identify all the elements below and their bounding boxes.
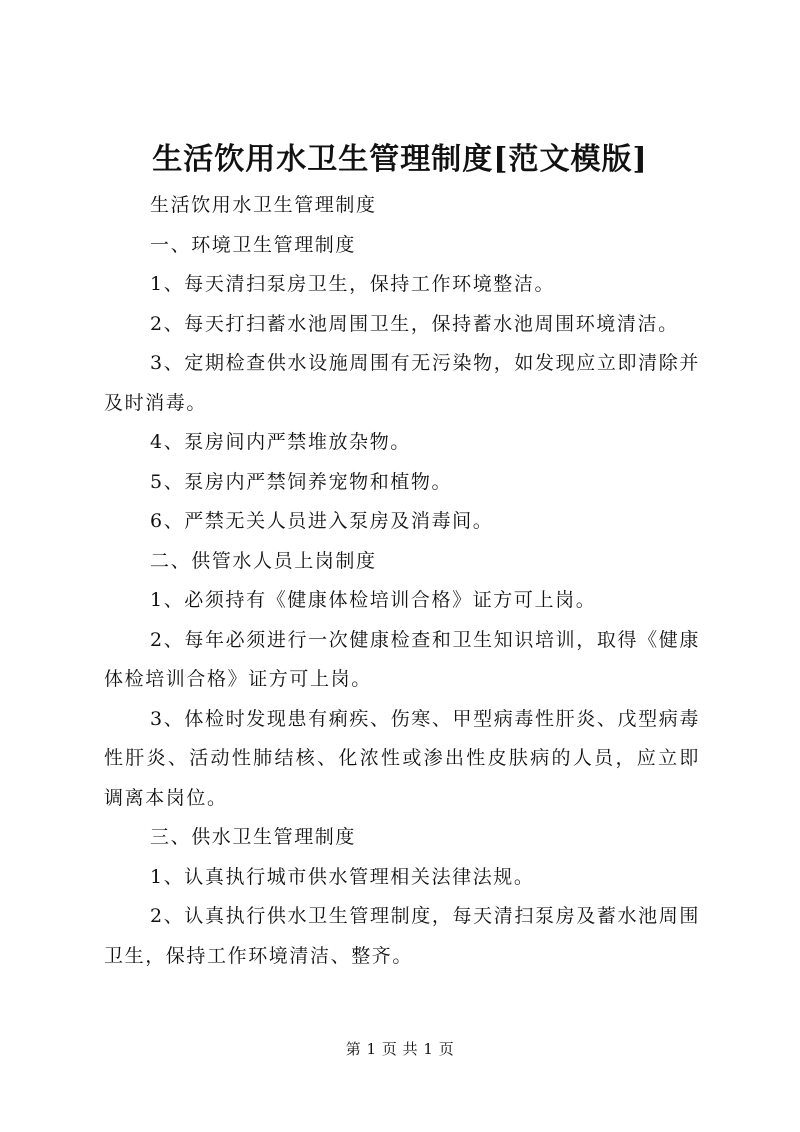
paragraph: 2、每年必须进行一次健康检查和卫生知识培训，取得《健康体检培训合格》证方可上岗。 <box>104 628 700 690</box>
paragraph: 3、体检时发现患有痢疾、伤寒、甲型病毒性肝炎、戊型病毒性肝炎、活动性肺结核、化浓性或渗出性皮肤病的人员，应立即调离本岗位。 <box>104 707 700 809</box>
section-heading-3: 三、供水卫生管理制度 <box>150 826 357 848</box>
document-body <box>104 186 700 976</box>
paragraph: 1、必须持有《健康体检培训合格》证方可上岗。 <box>150 589 597 611</box>
paragraph: 4、泵房间内严禁堆放杂物。 <box>150 431 411 453</box>
paragraph: 2、认真执行供水卫生管理制度，每天清扫泵房及蓄水池周围卫生，保持工作环境清洁、整齐。 <box>104 905 700 967</box>
paragraph: 1、每天清扫泵房卫生，保持工作环境整洁。 <box>150 273 556 295</box>
section-heading-1: 一、环境卫生管理制度 <box>150 233 357 256</box>
paragraph: 1、认真执行城市供水管理相关法律法规。 <box>150 865 535 888</box>
paragraph: 3、定期检查供水设施周围有无污染物，如发现应立即清除并及时消毒。 <box>104 352 700 414</box>
section-heading-2: 二、供管水人员上岗制度 <box>150 549 377 572</box>
paragraph: 2、每天打扫蓄水池周围卫生，保持蓄水池周围环境清洁。 <box>150 312 679 335</box>
page-footer: 第 1 页 共 1 页 <box>345 1040 455 1058</box>
paragraph-heading: 生活饮用水卫生管理制度 <box>150 194 377 216</box>
paragraph: 6、严禁无关人员进入泵房及消毒间。 <box>150 510 494 532</box>
document-title: 生活饮用水卫生管理制度[范文模版] <box>152 142 648 177</box>
paragraph: 5、泵房内严禁饲养宠物和植物。 <box>150 470 453 493</box>
